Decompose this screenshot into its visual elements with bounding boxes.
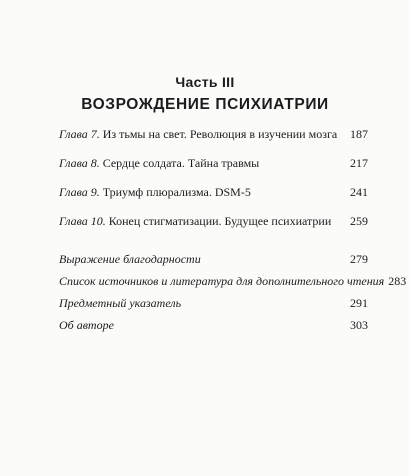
toc-entry-chapter-10 xyxy=(59,214,368,229)
page-number: 259 xyxy=(350,214,368,228)
page-number: 283 xyxy=(388,274,407,288)
chapter-title: Конец стигматизации. Будущее психиатрии xyxy=(105,214,332,228)
page-number: 279 xyxy=(350,252,368,266)
toc-entry-about-author xyxy=(59,318,368,333)
chapter-number: Глава 10. xyxy=(59,214,106,228)
part-title: ВОЗРОЖДЕНИЕ ПСИХИАТРИИ xyxy=(81,96,329,113)
toc-entry-text xyxy=(59,127,337,142)
toc-entry-title: Об авторе xyxy=(59,318,114,332)
part-number: Часть III xyxy=(175,74,235,90)
toc-entry-text xyxy=(59,214,331,229)
chapter-number: Глава 9. xyxy=(59,185,100,199)
page-number: 241 xyxy=(350,185,368,199)
toc-entry-index xyxy=(59,296,368,311)
toc-entry-chapter-7 xyxy=(59,127,368,142)
toc-entry-references xyxy=(59,274,407,289)
page-number: 187 xyxy=(350,127,368,141)
toc-entry-text xyxy=(59,156,259,171)
page-number: 217 xyxy=(350,156,368,170)
toc-entry-title: Выражение благодарности xyxy=(59,252,201,266)
chapter-title: Из тьмы на свет. Революция в изучении мозга xyxy=(99,127,338,141)
chapter-title: Триумф плюрализма. DSM-5 xyxy=(99,185,251,199)
toc-entry-title: Предметный указатель xyxy=(59,296,182,310)
page-number: 303 xyxy=(350,318,368,332)
chapter-title: Сердце солдата. Тайна травмы xyxy=(99,156,260,170)
chapter-number: Глава 7. xyxy=(59,127,100,141)
toc-entry-chapter-8 xyxy=(59,156,368,171)
toc-entry-title: Список источников и литература для дополнительного чтения xyxy=(59,274,385,288)
toc-entry-chapter-9 xyxy=(59,185,368,200)
toc-entry-text xyxy=(59,185,251,200)
chapter-number: Глава 8. xyxy=(59,156,100,170)
page-number: 291 xyxy=(350,296,368,310)
toc-entry-acknowledgements xyxy=(59,252,368,267)
